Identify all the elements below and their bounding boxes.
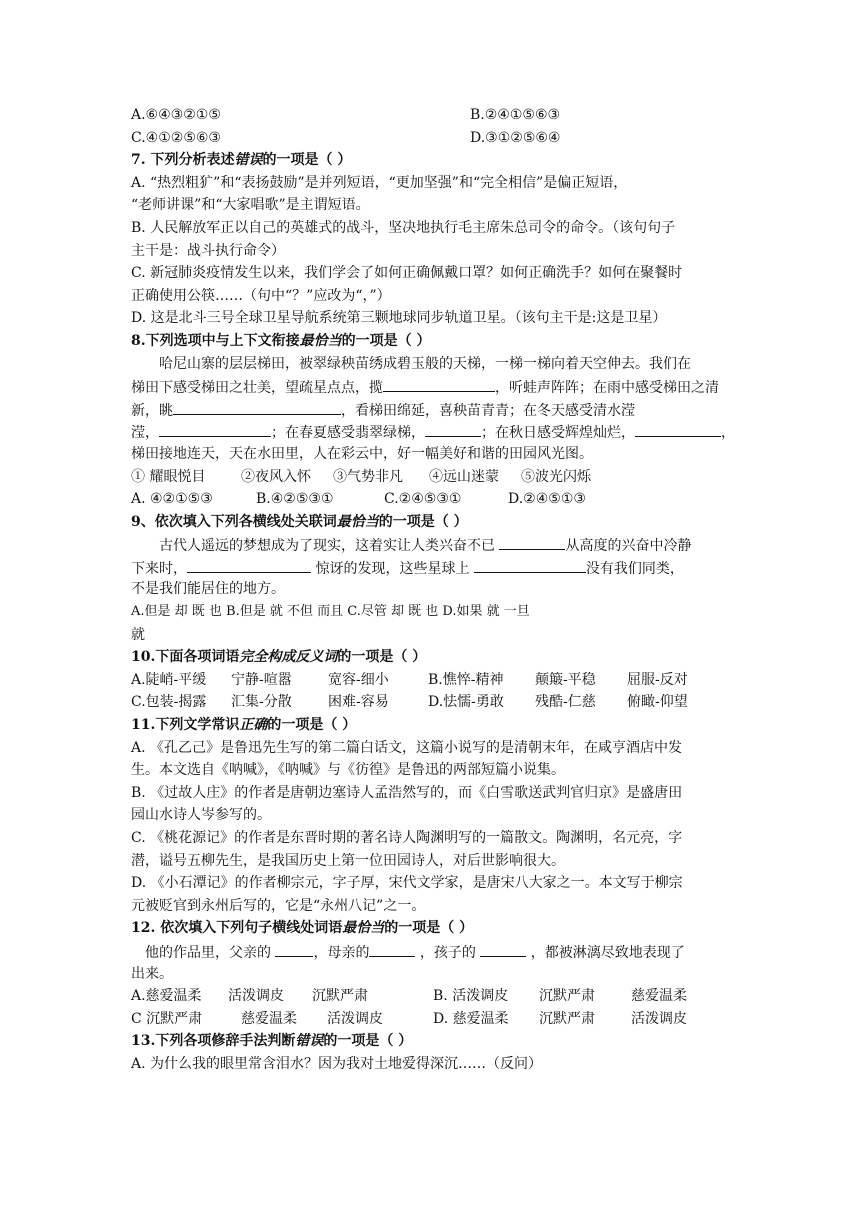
q8-item: ③气势非凡 [333,468,403,485]
q8-text: 梯田下感受梯田之壮美，望疏星点点，揽 [131,380,383,397]
q9-passage-line-2 [131,556,735,579]
q8-item: ②夜风入怀 [241,468,311,485]
q12-option: A.慈爱温柔 [131,988,202,1005]
q11-stem-text: 11.下列文学常识 [131,717,240,734]
q7-option-c-line-1: C. 新冠肺炎疫情发生以来，我们学会了如何正确佩戴口罩？如何正确洗手？如何在聚餐时 [131,265,683,282]
q11-option-a-line-2: 生。本文选自《呐喊》，《呐喊》与《彷徨》是鲁迅的两部短篇小说集。 [131,762,565,779]
fill-blank[interactable] [635,420,721,437]
q9-stem [131,511,735,534]
q9-text: 惊讶的发现，这些星球上 [311,560,474,577]
q12-options-row-1 [131,985,735,1008]
q8-passage-line-3 [131,398,735,421]
q13-option-a-line-1: A. 为什么我的眼里常含泪水？因为我对土地爱得深沉……（反问） [131,1055,543,1072]
q6-option-d: D.③①②⑤⑥④ [470,129,561,146]
q11-stem-suffix: 的一项是（ ） [267,717,357,734]
q10-options-row-2 [131,691,735,714]
q12-word: 沉默严肃 [312,988,368,1005]
q10-word-pair: 残酷-仁慈 [535,694,596,711]
q6-option-b: B.②④①⑤⑥③ [470,107,561,123]
q9-text: 没有我们同类， [585,560,684,577]
q8-items [131,466,735,489]
q6-option-a: A.⑥④③②①⑤ [131,107,221,123]
q11-stem [131,714,735,737]
q12-option: C 沉默严肃 [131,1010,203,1027]
q9-passage-line-3: 不是我们能居住的地方。 [131,581,285,598]
q8-text: ， [721,425,735,442]
q12-word: 活泼调皮 [631,1010,687,1027]
q12-stem-suffix: 的一项是（ ） [384,920,474,937]
q10-stem [131,646,735,669]
fill-blank[interactable] [173,398,341,415]
q8-passage-line-1: 哈尼山寨的层层梯田，被翠绿秧苗绣成碧玉般的天梯，一梯一梯向着天空伸去。我们在 [159,355,691,372]
q13-stem [131,1030,735,1053]
q7-option-a-line-1: A. “热烈粗犷”和“表扬鼓励”是并列短语，“更加坚强”和“完全相信”是偏正短语， [131,174,628,191]
exam-page [131,104,735,1076]
q8-option: D.②④⑤①③ [508,491,586,508]
q8-option: C.②④⑤③① [384,491,462,508]
q7-stem-text: 7. 下列分析表述 [131,152,235,169]
q8-item: ① 耀眼悦目 [131,468,206,485]
q9-text: 古代人遥远的梦想成为了现实，这着实让人类兴奋不已 [159,538,500,555]
q8-passage-line-2 [131,375,735,398]
q10-option: B.憔悴-精神 [428,671,504,688]
q7-option-b-line-1: B. 人民解放军正以自己的英雄式的战斗，坚决地执行毛主席朱总司令的命令。（该句句子 [131,219,676,236]
q9-passage-line-1 [131,533,735,556]
q8-text: ；在秋日感受辉煌灿烂， [481,425,635,442]
q9-text: 从高度的兴奋中冷静 [565,538,692,555]
q12-text: ，母亲的 [313,944,370,961]
q13-stem-text: 13.下列各项修辞手法判断 [131,1033,296,1050]
q12-passage-line-1 [131,940,735,963]
q12-option: B. 活泼调皮 [433,988,509,1005]
q12-word: 活泼调皮 [228,988,284,1005]
q9-options-line-2: 就 [131,626,145,643]
q8-stem [131,330,735,353]
q9-text: 下来时， [131,560,187,577]
fill-blank[interactable] [474,556,586,573]
q12-word: 沉默严肃 [539,1010,595,1027]
q7-option-c-line-2: 正确使用公筷……（句中“？”应改为“，”） [131,287,391,304]
q10-option: C.包装-揭露 [131,694,207,711]
fill-blank[interactable] [369,940,415,957]
q8-text: ，看梯田绵延，喜秧苗青青；在冬天感受清水滢 [341,402,635,419]
q8-stem-suffix: 的一项是（ ） [341,332,431,349]
q12-stem [131,917,735,940]
fill-blank[interactable] [425,420,481,437]
q7-stem-emphasis: 错误 [234,152,263,169]
q11-option-a-line-1: A. 《孔乙己》是鲁迅先生写的第二篇白话文，这篇小说写的是清朝末年，在咸亨酒店中发 [131,739,683,756]
q12-options-row-2 [131,1008,735,1031]
q12-word: 沉默严肃 [539,988,595,1005]
q9-options-line-1: A.但是 却 既 也 B.但是 就 不但 而且 C.尽管 却 既 也 D.如果 就 一旦 [131,604,530,620]
q10-word-pair: 困难-容易 [328,694,389,711]
q12-text: ，都被淋漓尽致地表现了 [526,944,685,961]
q11-option-d-line-1: D. 《小石潭记》的作者柳宗元，字子厚，宋代文学家，是唐宋八大家之一。本文写于柳宗 [131,875,683,892]
q11-option-c-line-1: C. 《桃花源记》的作者是东晋时期的著名诗人陶渊明写的一篇散文。陶渊明，名元亮，字 [131,830,683,846]
q8-item: ⑤波光闪烁 [521,468,591,485]
q7-option-d-line-1: D. 这是北斗三号全球卫星导航系统第三颗地球同步轨道卫星。（该句主干是:这是卫星） [131,310,667,327]
q12-stem-emphasis: 最恰当 [342,920,385,937]
q8-text: ，听蛙声阵阵；在雨中感受梯田之清 [495,380,719,397]
q10-word-pair: 颠簸-平稳 [535,671,596,688]
q12-option: D. 慈爱温柔 [433,1010,509,1027]
q9-stem-suffix: 的一项是（ ） [378,513,468,530]
q12-word: 慈爱温柔 [631,988,687,1005]
q9-stem-emphasis: 最恰当 [336,513,379,530]
q10-word-pair: 宽容-细小 [328,671,389,688]
q7-stem [131,149,735,172]
q10-stem-suffix: 的一项是（ ） [337,649,427,666]
q7-option-b-line-2: 主干是：战斗执行命令） [131,242,285,259]
q11-option-d-line-2: 元被贬官到永州后写的，它是“永州八记”之一。 [131,897,426,914]
q6-options-row-1 [131,104,735,127]
q8-text: 滢， [131,425,159,442]
q12-passage-line-2: 出来。 [131,965,173,982]
q9-stem-text: 9、依次填入下列各横线处关联词 [131,513,337,530]
q8-item: ④远山迷蒙 [429,468,499,485]
q13-stem-suffix: 的一项是（ ） [323,1033,413,1050]
fill-blank[interactable] [480,940,526,957]
q11-option-b-line-2: 园山水诗人岑参写的。 [131,807,271,824]
q10-word-pair: 宁静-喧嚣 [231,671,292,688]
q8-options [131,488,735,511]
q12-stem-text: 12. 依次填入下列句子横线处词语 [131,920,343,937]
q10-word-pair: 俯瞰-仰望 [627,694,688,711]
q13-stem-emphasis: 错误 [295,1033,324,1050]
q8-text: 新，眺 [131,402,173,419]
q10-word-pair: 屈服-反对 [627,671,688,688]
q10-options-row-1 [131,669,735,692]
q6-option-c: C.④①②⑤⑥③ [131,129,221,146]
q10-stem-emphasis: 完全构成反义词 [239,649,338,666]
q8-text: ；在春夏感受翡翠绿梯， [271,425,425,442]
q8-option: A. ④②①⑤③ [131,491,213,508]
q8-option: B.④②⑤③① [256,491,334,508]
q10-option: D.怯懦-勇敢 [428,694,504,711]
fill-blank[interactable] [499,533,565,550]
q11-option-b-line-1: B. 《过故人庄》的作者是唐朝边塞诗人孟浩然写的，而《白雪歌送武判官归京》是盛唐田 [131,784,683,801]
q10-word-pair: 汇集-分散 [231,694,292,711]
q6-options-row-2 [131,127,735,150]
q11-stem-emphasis: 正确 [239,717,268,734]
q10-stem-text: 10.下面各项词语 [131,649,240,666]
q7-option-a-line-2: “老师讲课”和“大家唱歌”是主谓短语。 [131,197,370,214]
fill-blank[interactable] [187,556,311,573]
q11-option-c-line-2: 潜，谥号五柳先生，是我国历史上第一位田园诗人，对后世影响很大。 [131,852,565,869]
q12-text: 他的作品里，父亲的 [145,944,276,961]
q12-text: ，孩子的 [415,944,481,961]
fill-blank[interactable] [275,940,313,957]
q8-stem-text: 8.下列选项中与上下文衔接 [131,332,300,349]
q10-option: A.陡峭-平缓 [131,671,207,688]
q8-stem-emphasis: 最恰当 [299,332,342,349]
q7-stem-suffix: 的一项是（ ） [262,152,352,169]
fill-blank[interactable] [383,375,495,392]
q8-passage-line-4 [131,420,735,443]
q12-word: 活泼调皮 [327,1010,383,1027]
fill-blank[interactable] [159,420,271,437]
q12-word: 慈爱温柔 [241,1010,297,1027]
q8-passage-line-5: 梯田接地连天，天在水田里，人在彩云中，好一幅美好和谐的田园风光图。 [131,445,593,462]
